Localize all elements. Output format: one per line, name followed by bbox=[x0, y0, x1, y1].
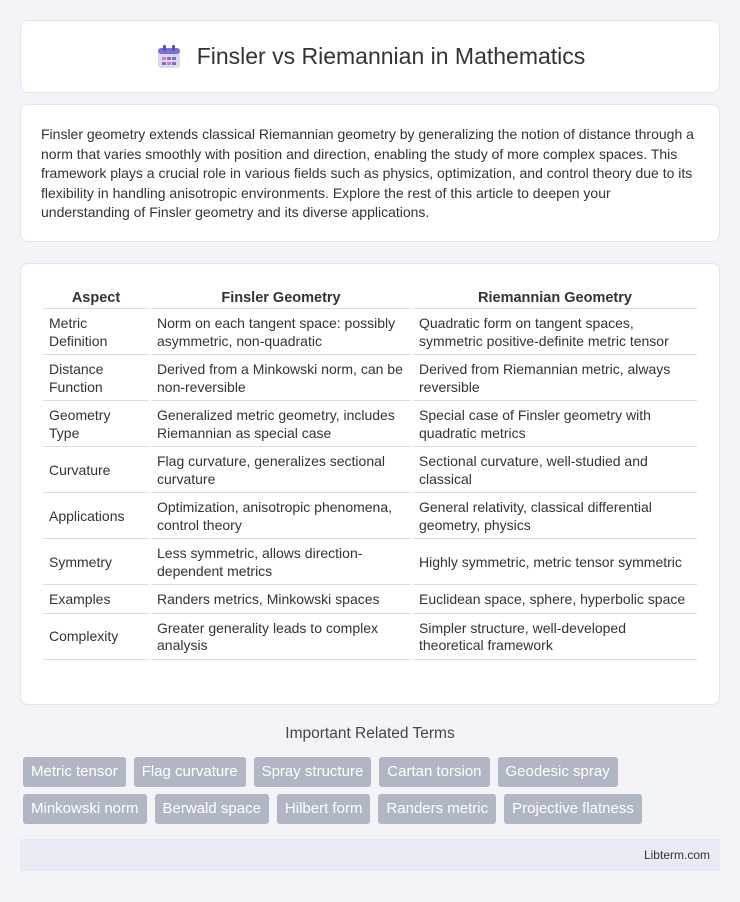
cell-aspect: Curvature bbox=[43, 449, 149, 493]
tag-minkowski-norm[interactable]: Minkowski norm bbox=[23, 794, 147, 824]
comparison-table bbox=[41, 284, 699, 662]
comparison-table-card bbox=[20, 263, 720, 705]
cell-finsler: Generalized metric geometry, includes Riemannian as special case bbox=[151, 403, 411, 447]
header-card bbox=[20, 20, 720, 93]
tag-randers-metric[interactable]: Randers metric bbox=[378, 794, 496, 824]
tag-cartan-torsion[interactable]: Cartan torsion bbox=[379, 757, 489, 787]
cell-riemannian: Simpler structure, well-developed theoretical framework bbox=[413, 616, 697, 660]
cell-riemannian: Special case of Finsler geometry with quadratic metrics bbox=[413, 403, 697, 447]
table-row bbox=[43, 495, 697, 539]
footer-site-link[interactable]: Libterm.com bbox=[643, 848, 710, 862]
cell-aspect: Examples bbox=[43, 587, 149, 614]
cell-finsler: Flag curvature, generalizes sectional curvature bbox=[151, 449, 411, 493]
header-finsler: Finsler Geometry bbox=[151, 286, 411, 309]
cell-aspect: Distance Function bbox=[43, 357, 149, 401]
tag-berwald-space[interactable]: Berwald space bbox=[155, 794, 269, 824]
tag-geodesic-spray[interactable]: Geodesic spray bbox=[498, 757, 618, 787]
cell-riemannian: Quadratic form on tangent spaces, symmetric positive-definite metric tensor bbox=[413, 311, 697, 355]
cell-finsler: Randers metrics, Minkowski spaces bbox=[151, 587, 411, 614]
tag-spray-structure[interactable]: Spray structure bbox=[254, 757, 372, 787]
page-title: Finsler vs Riemannian in Mathematics bbox=[196, 43, 586, 69]
intro-card bbox=[20, 104, 720, 242]
table-row bbox=[43, 357, 697, 401]
cell-riemannian: Sectional curvature, well-studied and classical bbox=[413, 449, 697, 493]
cell-aspect: Applications bbox=[43, 495, 149, 539]
tag-metric-tensor[interactable]: Metric tensor bbox=[23, 757, 126, 787]
table-row bbox=[43, 311, 697, 355]
related-terms-title: Important Related Terms bbox=[285, 725, 455, 742]
cell-finsler: Greater generality leads to complex analysis bbox=[151, 616, 411, 660]
cell-riemannian: General relativity, classical differential geometry, physics bbox=[413, 495, 697, 539]
tag-projective-flatness[interactable]: Projective flatness bbox=[504, 794, 642, 824]
tag-flag-curvature[interactable]: Flag curvature bbox=[134, 757, 246, 787]
cell-finsler: Optimization, anisotropic phenomena, control theory bbox=[151, 495, 411, 539]
cell-finsler: Less symmetric, allows direction-dependent metrics bbox=[151, 541, 411, 585]
cell-finsler: Norm on each tangent space: possibly asymmetric, non-quadratic bbox=[151, 311, 411, 355]
table-row bbox=[43, 541, 697, 585]
cell-riemannian: Derived from Riemannian metric, always reversible bbox=[413, 357, 697, 401]
cell-aspect: Complexity bbox=[43, 616, 149, 660]
header-riemannian: Riemannian Geometry bbox=[413, 286, 697, 309]
cell-aspect: Metric Definition bbox=[43, 311, 149, 355]
table-row bbox=[43, 587, 697, 614]
table-row bbox=[43, 616, 697, 660]
cell-riemannian: Highly symmetric, metric tensor symmetric bbox=[413, 541, 697, 585]
cell-aspect: Symmetry bbox=[43, 541, 149, 585]
calendar-icon bbox=[155, 43, 183, 71]
table-row bbox=[43, 403, 697, 447]
table-row bbox=[43, 449, 697, 493]
footer bbox=[20, 839, 720, 871]
cell-riemannian: Euclidean space, sphere, hyperbolic space bbox=[413, 587, 697, 614]
table-header-row bbox=[43, 286, 697, 309]
header-aspect: Aspect bbox=[43, 286, 149, 309]
cell-aspect: Geometry Type bbox=[43, 403, 149, 447]
related-terms-tags bbox=[23, 757, 723, 824]
tag-hilbert-form[interactable]: Hilbert form bbox=[277, 794, 371, 824]
intro-paragraph: Finsler geometry extends classical Riemannian geometry by generalizing the notion of distance through a norm that varies smoothly with position and direction, enabling the study of more complex spaces. This framework plays a crucial role in various fields such as physics, optimization, and control theory due to its flexibility in handling anisotropic environments. Explore the rest of this article to deepen your understanding of Finsler geometry and its diverse applications. bbox=[41, 126, 694, 221]
cell-finsler: Derived from a Minkowski norm, can be non-reversible bbox=[151, 357, 411, 401]
